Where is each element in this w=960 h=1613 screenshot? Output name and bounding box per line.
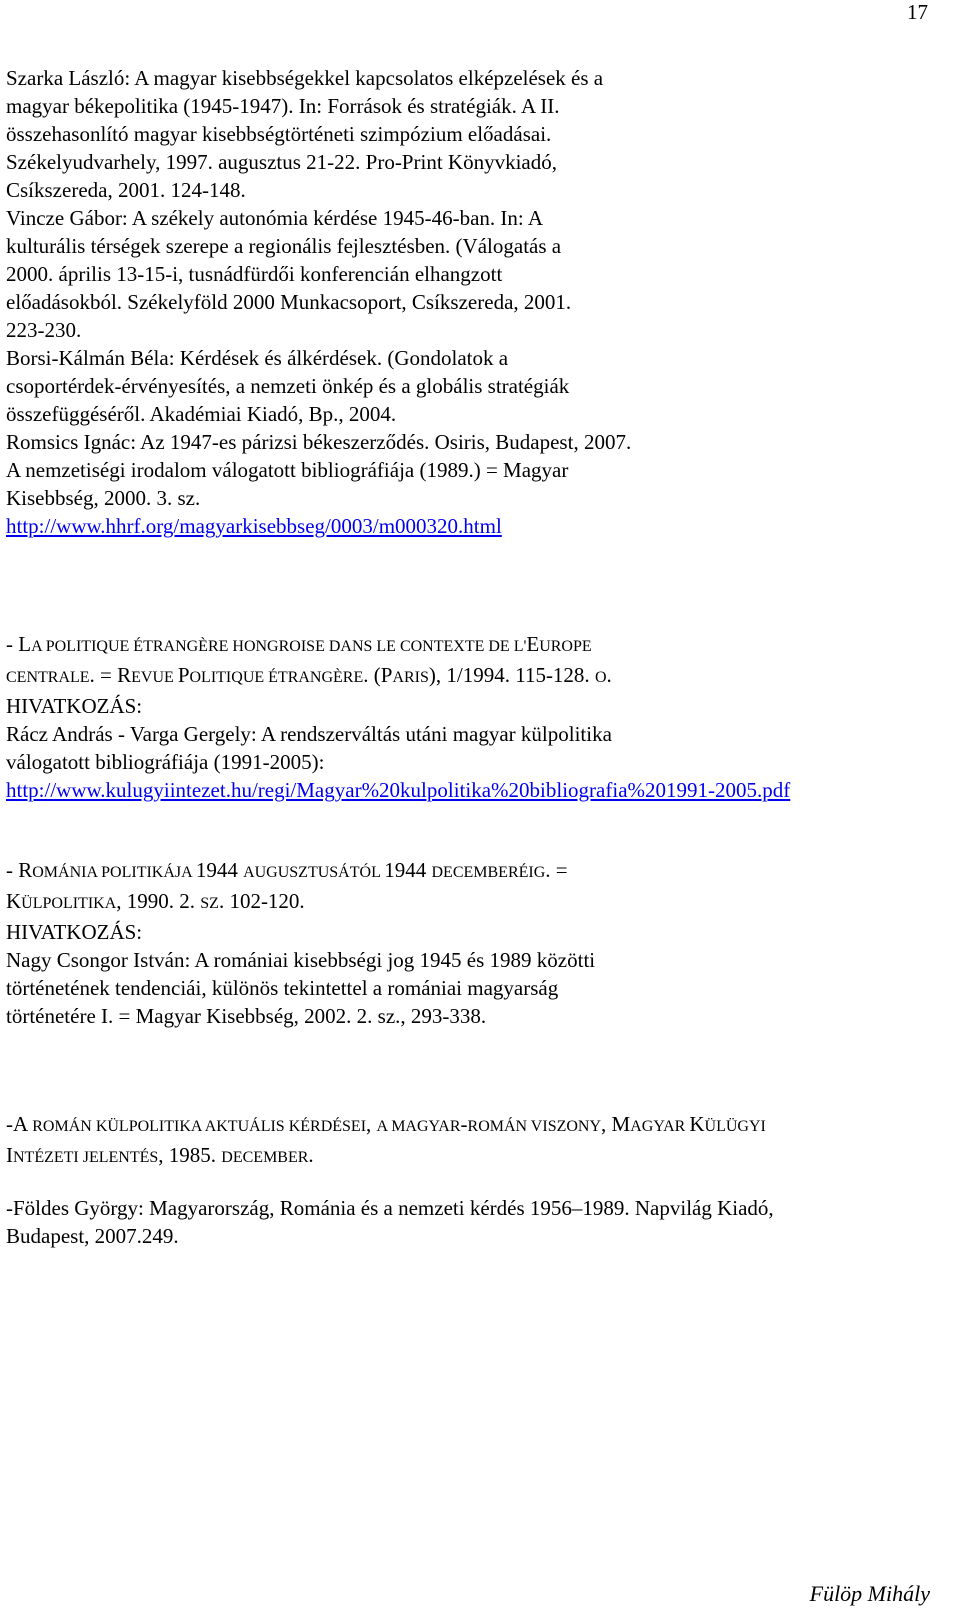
- title-segment: , 1985.: [158, 1143, 222, 1167]
- page-number: 17: [907, 0, 928, 24]
- reference-line: Budapest, 2007.249.: [6, 1224, 179, 1248]
- title-segment: UROPE: [539, 638, 592, 655]
- title-segment: ARIS: [392, 669, 429, 686]
- title-segment: -A: [6, 1112, 33, 1136]
- section-title-line: [6, 630, 946, 661]
- title-segment: -: [460, 1112, 468, 1136]
- reference-line: összehasonlító magyar kisebbségtörténeti szimpózium előadásai.: [6, 122, 552, 146]
- title-segment: O: [594, 669, 607, 686]
- title-segment: DECEMBER: [221, 1149, 309, 1166]
- kulugyiintezet-link[interactable]: http://www.kulugyiintezet.hu/regi/Magyar%20kulpolitika%20bibliografia%201991-2005.pdf: [6, 778, 791, 802]
- reference-line: összefüggéséről. Akadémiai Kiadó, Bp., 2004.: [6, 402, 397, 426]
- reference-line: Nagy Csongor István: A romániai kisebbségi jog 1945 és 1989 közötti: [6, 948, 596, 972]
- title-segment: 1944: [384, 858, 432, 882]
- reference-line: A nemzetiségi irodalom válogatott bibliográfiája (1989.) = Magyar: [6, 458, 569, 482]
- section-title-line: [6, 1110, 946, 1141]
- reference-line: történetének tendenciái, különös tekintettel a romániai magyarság: [6, 976, 559, 1000]
- reference-line: kulturális térségek szerepe a regionális fejlesztésben. (Válogatás a: [6, 234, 562, 258]
- title-segment: . (P: [363, 663, 393, 687]
- title-segment: CENTRALE: [6, 669, 90, 686]
- reference-line: Vincze Gábor: A székely autonómia kérdése 1945-46-ban. In: A: [6, 206, 543, 230]
- title-segment: E: [526, 632, 540, 656]
- reference-line: Rácz András - Varga Gergely: A rendszerváltás utáni magyar külpolitika: [6, 722, 612, 746]
- reference-line: 2000. április 13-15-i, tusnádfürdői konferencián elhangzott: [6, 262, 503, 286]
- title-segment: 1944: [195, 858, 244, 882]
- reference-line: előadásokból. Székelyföld 2000 Munkacsoport, Csíkszereda, 2001.: [6, 290, 572, 314]
- title-segment: ÜLÜGYI: [704, 1118, 766, 1135]
- title-segment: ), 1/1994. 115-128.: [428, 663, 595, 687]
- reference-line: magyar békepolitika (1945-1947). In: Források és stratégiák. A II.: [6, 94, 560, 118]
- title-segment: K: [689, 1112, 705, 1136]
- title-segment: . 102-120.: [218, 889, 305, 913]
- title-segment: OMÁNIA POLITIKÁJA: [32, 864, 196, 881]
- title-segment: K: [6, 889, 22, 913]
- title-segment: SZ: [200, 895, 219, 912]
- title-segment: A POLITIQUE ÉTRANGÈRE HONGROISE DANS LE CONTEXTE DE L': [31, 638, 527, 655]
- title-segment: , M: [601, 1112, 631, 1136]
- title-segment: - R: [6, 858, 33, 882]
- reference-line: Borsi-Kálmán Béla: Kérdések és álkérdések. (Gondolatok a: [6, 346, 509, 370]
- reference-line: -Földes György: Magyarország, Románia és a nemzeti kérdés 1956–1989. Napvilág Kiadó,: [6, 1196, 774, 1220]
- title-segment: ÜLPOLITIKA: [21, 895, 117, 912]
- author-signature: Fülöp Mihály: [809, 1581, 930, 1606]
- reference-line: történetére I. = Magyar Kisebbség, 2002. 2. sz., 293-338.: [6, 1004, 487, 1028]
- title-segment: EVUE: [131, 669, 178, 686]
- reference-line: Csíkszereda, 2001. 124-148.: [6, 178, 246, 202]
- title-segment: .: [606, 663, 612, 687]
- section-title-line: [6, 856, 946, 887]
- hhrf-link[interactable]: http://www.hhrf.org/magyarkisebbseg/0003/m000320.html: [6, 514, 502, 538]
- reference-line: Romsics Ignác: Az 1947-es párizsi békeszerződés. Osiris, Budapest, 2007.: [6, 430, 632, 454]
- title-segment: P: [177, 663, 190, 687]
- reference-label: HIVATKOZÁS:: [6, 920, 143, 944]
- title-segment: ,: [366, 1112, 377, 1136]
- section-politique-etrangere: [6, 630, 946, 804]
- reference-line: 223-230.: [6, 318, 82, 342]
- title-segment: I: [6, 1143, 13, 1167]
- title-segment: NTÉZETI JELENTÉS: [13, 1149, 159, 1166]
- reference-line: Székelyudvarhely, 1997. augusztus 21-22. Pro-Print Könyvkiadó,: [6, 150, 557, 174]
- reference-line: Kisebbség, 2000. 3. sz.: [6, 486, 201, 510]
- section-title-line: [6, 887, 946, 918]
- title-segment: . = R: [89, 663, 132, 687]
- reference-line: csoportérdek-érvényesítés, a nemzeti önkép és a globális stratégiák: [6, 374, 570, 398]
- reference-line: Szarka László: A magyar kisebbségekkel kapcsolatos elképzelések és a: [6, 66, 604, 90]
- title-segment: ROMÁN KÜLPOLITIKA AKTUÁLIS KÉRDÉSEI: [32, 1118, 367, 1135]
- title-segment: AUGUSZTUSÁTÓL: [243, 864, 385, 881]
- reference-line: válogatott bibliográfiája (1991-2005):: [6, 750, 325, 774]
- title-segment: . =: [545, 858, 568, 882]
- section-romania-politikaja: [6, 856, 946, 1030]
- title-segment: .: [308, 1143, 314, 1167]
- title-segment: OLITIQUE ÉTRANGÈRE: [189, 669, 364, 686]
- section-title-line: [6, 1141, 946, 1172]
- title-segment: ROMÁN VISZONY: [467, 1118, 602, 1135]
- title-segment: A MAGYAR: [376, 1118, 461, 1135]
- title-segment: , 1990. 2.: [116, 889, 201, 913]
- reference-list: [6, 64, 946, 540]
- section-foldes-gyorgy: [6, 1194, 946, 1250]
- section-title-line: [6, 661, 946, 692]
- title-segment: AGYAR: [630, 1118, 690, 1135]
- title-segment: - L: [6, 632, 32, 656]
- reference-label: HIVATKOZÁS:: [6, 694, 143, 718]
- title-segment: DECEMBERÉIG: [431, 864, 546, 881]
- section-roman-kulpolitika: [6, 1110, 946, 1172]
